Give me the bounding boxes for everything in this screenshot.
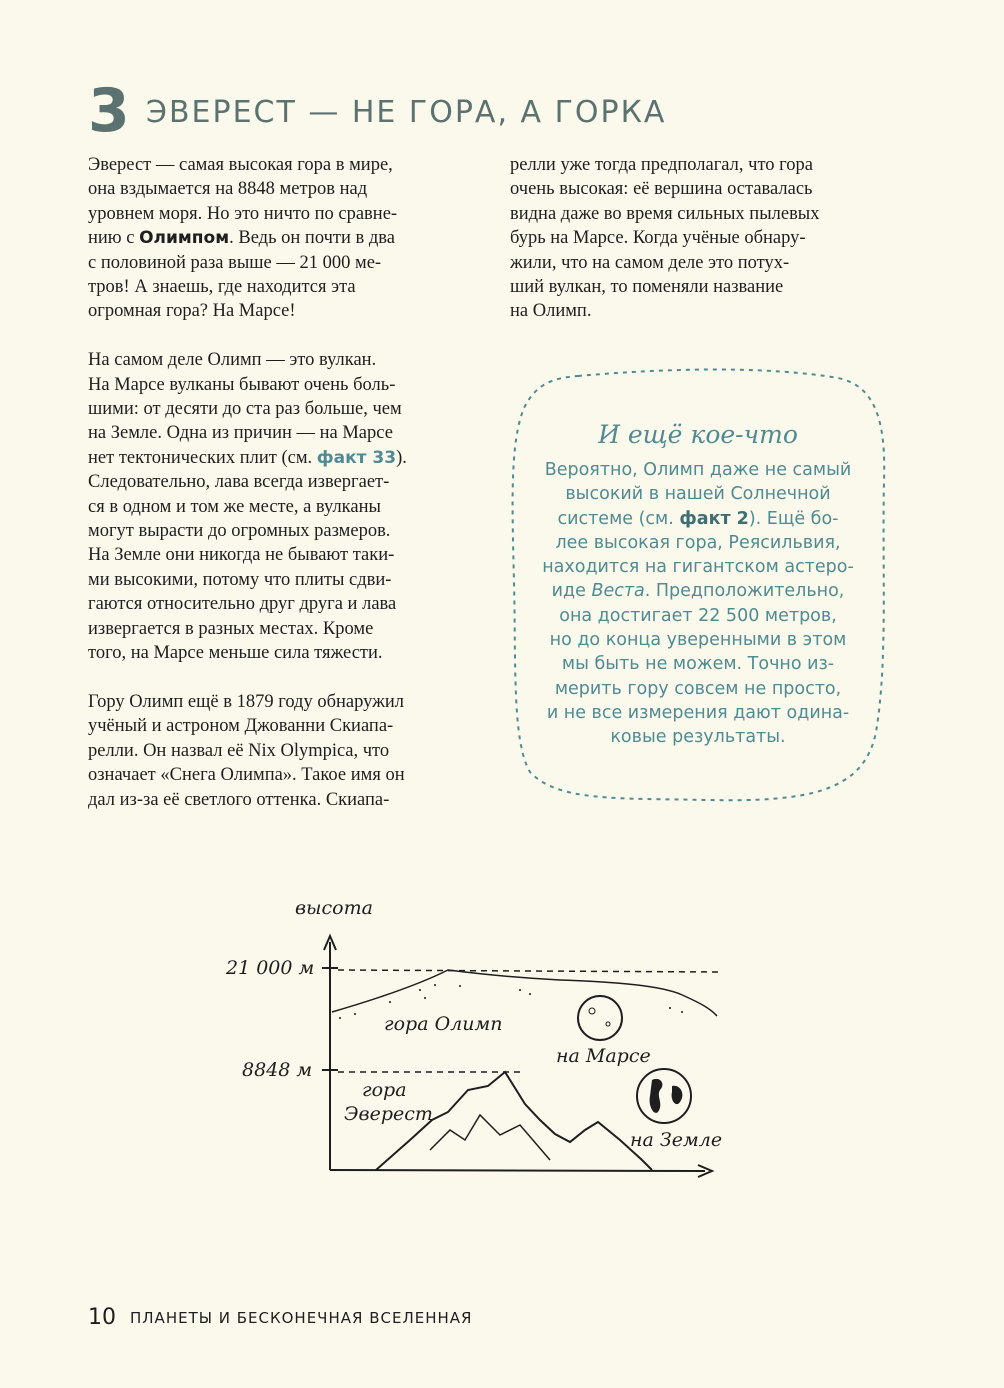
label-8848: 8848 м <box>242 1059 313 1081</box>
note-title: И ещё кое-что <box>598 420 798 449</box>
height-comparison-chart <box>220 890 740 1200</box>
olympus-bold-term: Олимпом <box>139 228 230 249</box>
text-line: учёный и астроном Джованни Скиапа- <box>88 716 394 737</box>
olympus-silhouette <box>332 970 717 1016</box>
fact-number: 3 <box>88 76 130 146</box>
text-line: извергается в разных местах. Кроме <box>88 618 374 639</box>
note-box <box>508 362 888 806</box>
note-line: она достигает 22 500 метров, <box>559 605 837 626</box>
everest-ridges <box>430 1115 550 1160</box>
text-line: ми высокими, потому что плиты сдви- <box>88 569 392 590</box>
text-line: Следовательно, лава всегда извергает- <box>88 472 390 493</box>
text-fragment: ). Ещё бо- <box>748 508 839 529</box>
everest-label-2: Эверест <box>344 1103 433 1125</box>
text-line: означает «Снега Олимпа». Такое имя он <box>88 765 405 786</box>
vesta-italic: Веста <box>591 581 645 602</box>
mars-icon <box>578 996 622 1040</box>
text-line: релли уже тогда предполагал, что гора <box>510 155 814 175</box>
mars-label: на Марсе <box>556 1045 651 1067</box>
note-line: ковые результаты. <box>610 727 786 748</box>
text-line: Эверест — самая высокая гора в мире, <box>88 155 393 175</box>
text-line: На Земле они никогда не бывают таки- <box>88 545 395 566</box>
olympus-label: гора Олимп <box>384 1013 503 1035</box>
note-line <box>508 579 888 603</box>
text-line: дал из-за её светлого оттенка. Скиапа- <box>88 789 390 810</box>
text-line: на Земле. Одна из причин — на Марсе <box>88 423 393 444</box>
book-title: ПЛАНЕТЫ И БЕСКОНЕЧНАЯ ВСЕЛЕННАЯ <box>130 1308 473 1327</box>
note-line: находится на гигантском астеро- <box>542 557 854 578</box>
text-line: с половиной раза выше — 21 000 ме- <box>88 252 382 273</box>
text-line: видна даже во время сильных пылевых <box>510 203 820 224</box>
text-line: она вздымается на 8848 метров над <box>88 179 368 200</box>
fact-title: ЭВЕРЕСТ — НЕ ГОРА, А ГОРКА <box>146 95 667 130</box>
text-fragment: . Ведь он почти в два <box>229 228 395 249</box>
text-line: очень высокая: её вершина оставалась <box>510 179 813 200</box>
text-line: на Олимп. <box>510 301 592 322</box>
page-number: 10 <box>88 1305 116 1330</box>
fact-33-link[interactable]: факт 33 <box>316 447 397 468</box>
note-line <box>508 507 888 531</box>
note-line: мерить гору совсем не просто, <box>554 678 842 699</box>
paragraph-gap <box>88 324 407 348</box>
text-line: могут вырасти до огромных размеров. <box>88 521 391 542</box>
text-line <box>88 446 407 470</box>
text-line: ший вулкан, то поменяли название <box>510 277 784 298</box>
text-line: На Марсе вулканы бывают очень боль- <box>88 374 396 395</box>
everest-label-1: гора <box>362 1079 407 1101</box>
note-line: мы быть не можем. Точно из- <box>561 654 835 675</box>
text-fragment: иде <box>551 581 592 602</box>
fact-2-link[interactable]: факт 2 <box>679 508 749 529</box>
text-line: На самом деле Олимп — это вулкан. <box>88 350 377 371</box>
note-line: лее высокая гора, Реясильвия, <box>555 532 841 553</box>
note-text <box>508 458 888 750</box>
page-footer <box>88 1305 472 1330</box>
text-line: гаются относительно друг друга и лава <box>88 594 397 615</box>
earth-label: на Земле <box>630 1129 723 1151</box>
text-fragment: нет тектонических плит (см. <box>88 447 317 468</box>
text-line: огромная гора? На Марсе! <box>88 301 296 322</box>
note-line: и не все измерения дают одина- <box>546 702 850 723</box>
text-line: жили, что на самом деле это потух- <box>510 252 790 273</box>
x-axis <box>330 1170 705 1171</box>
label-21000: 21 000 м <box>226 957 315 979</box>
earth-icon <box>637 1069 691 1123</box>
text-fragment: . Предположительно, <box>644 581 845 602</box>
left-column <box>88 153 407 812</box>
text-fragment: нию с <box>88 228 140 249</box>
text-line <box>88 226 407 250</box>
y-axis-label: высота <box>295 897 373 919</box>
paragraph-gap <box>88 666 407 690</box>
note-line: Вероятно, Олимп даже не самый <box>544 460 852 480</box>
text-line: шими: от десяти до ста раз больше, чем <box>88 399 402 420</box>
note-line: высокий в нашей Солнечной <box>565 484 831 505</box>
reference-line-21000 <box>338 970 720 972</box>
text-line: бурь на Марсе. Когда учёные обнару- <box>510 228 806 249</box>
note-line: но до конца уверенными в этом <box>549 630 847 651</box>
text-line: ся в одном и том же месте, а вулканы <box>88 496 381 517</box>
text-line: релли. Он назвал её Nix Olympica, что <box>88 740 390 761</box>
right-column <box>510 153 819 324</box>
text-fragment: системе (см. <box>557 508 680 529</box>
text-line: тров! А знаешь, где находится эта <box>88 277 356 298</box>
text-line: того, на Марсе меньше сила тяжести. <box>88 643 383 664</box>
text-fragment: ). <box>396 447 407 468</box>
text-line: уровнем моря. Но это ничто по сравне- <box>88 203 398 224</box>
text-line: Гору Олимп ещё в 1879 году обнаружил <box>88 691 405 712</box>
